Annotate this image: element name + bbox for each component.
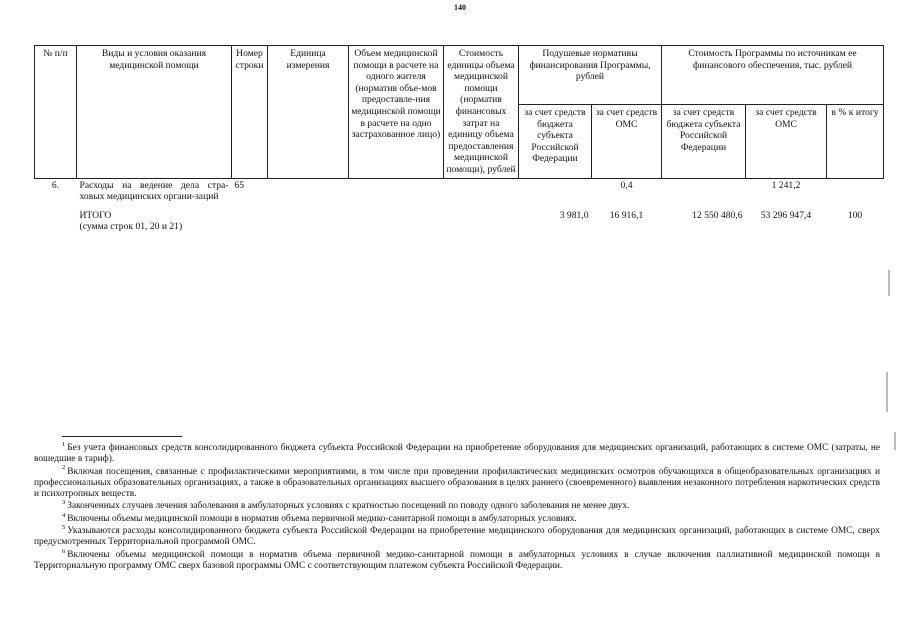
cell-prog-budget: 12 550 480,6: [692, 209, 743, 221]
col-header-prog-oms: за счет средств ОМС: [746, 105, 827, 179]
col-header-per-capita: Подушевые нормативы финансирования Программы, рублей: [519, 46, 662, 105]
footnote: [34, 440, 880, 466]
footnote-mark: 4: [62, 511, 66, 519]
footnote-text: Законченных случаев лечения заболевания в амбулаторных условиях с кратностью посещений по поводу одного заболевания не менее двух.: [67, 501, 630, 512]
program-cost-table: [34, 45, 884, 234]
cell-kind: Расходы на ведение дела стра-ховых медицинских органи-заций: [79, 179, 229, 203]
footnote: [34, 523, 880, 549]
cell-volume: [349, 204, 444, 234]
col-header-prog-percent: в % к итогу: [827, 105, 884, 179]
footnote-mark: 6: [62, 547, 66, 555]
cell-unit: [268, 204, 349, 234]
col-header-kind: Виды и условия оказания медицинской помощи: [77, 46, 232, 179]
footnote: [34, 547, 880, 573]
cell-row-number: 65: [234, 179, 245, 191]
cell-prog-percent: 100: [847, 209, 863, 221]
total-label-note: (сумма строк 01, 20 и 21): [79, 221, 183, 233]
cell-prog-percent: [827, 178, 884, 204]
footnote-text: Указываются расходы консолидированного бюджета субъекта Российской Федерации на приобретение медицинского оборудования для медицинских организаций, работающих в системе ОМС, сверх предусмотренных Территориальной программой ОМС.: [34, 526, 880, 548]
footnote-text: Без учета финансовых средств консолидированного бюджета субъекта Российской Федерации на приобретение оборудования для медицинских организаций, работающих в системе ОМС (затраты, не вошедшие в тариф).: [34, 443, 880, 465]
footnote-separator: [62, 436, 182, 437]
cell-prog-budget: [662, 178, 746, 204]
cell-unit-cost: [444, 178, 519, 204]
cell-unit: [268, 178, 349, 204]
footnote-mark: 2: [62, 464, 66, 472]
scan-artifact: [888, 270, 890, 296]
page-number: 140: [454, 3, 466, 12]
col-header-unit: Единица измерения: [268, 46, 349, 179]
footnotes: [34, 440, 880, 573]
col-header-prog-budget: за счет средств бюджета субъекта Российской Федерации: [662, 105, 746, 179]
col-header-pc-budget: за счет средств бюджета субъекта Российской Федерации: [519, 105, 592, 179]
cell-prog-oms: 53 296 947,4: [760, 209, 812, 221]
cell-num: [35, 204, 77, 234]
cell-volume: [349, 178, 444, 204]
cell-unit-cost: [444, 204, 519, 234]
footnote-mark: 3: [62, 499, 66, 507]
table-row-total: [35, 204, 884, 234]
scan-artifact: [894, 432, 896, 450]
col-header-program-cost: Стоимость Программы по источникам ее финансового обеспечения, тыс. рублей: [662, 46, 884, 105]
cell-pc-budget: [519, 178, 592, 204]
col-header-volume: Объем медицинской помощи в расчете на одного жителя (норматив объе-мов предоставле-ния медицинской помощи в расчете на одно застрахованное лицо): [349, 46, 444, 179]
total-label: ИТОГО: [79, 209, 112, 221]
footnote: [34, 501, 880, 512]
scan-artifact: [886, 372, 888, 412]
footnote-mark: 1: [62, 440, 66, 448]
cell-pc-oms: 16 916,1: [609, 209, 644, 221]
footnote-text: Включены объемы медицинской помощи в норматив объема первичной медико-санитарной помощи в амбулаторных условиях в случае включения паллиативной медицинской помощи в Территориальную программу ОМС сверх базовой программы ОМС с соответствующим платежом субъекта Российской Федерации.: [34, 549, 880, 571]
footnote: [34, 464, 880, 501]
col-header-unit-cost: Стоимость единицы объема медицинской помощи (норматив финансовых затрат на единицу объема предоставления медицинской помощи), рублей: [444, 46, 519, 179]
footnote-text: Включая посещения, связанные с профилактическими мероприятиями, в том числе при проведении профилактических медицинских осмотров обучающихся в общеобразовательных организациях и профессиональных образовательных организациях, а также в образовательных организациях высшего образования в целях раннего (своевременного) выявления незаконного потребления наркотических средств и психотропных веществ.: [34, 466, 880, 500]
cell-num: 6.: [51, 179, 60, 191]
footnote: [34, 511, 880, 525]
col-header-row-number: Номер строки: [232, 46, 268, 179]
col-header-pc-oms: за счет средств ОМС: [592, 105, 662, 179]
col-header-num: № п/п: [35, 46, 77, 179]
footnote-text: Включены объемы медицинской помощи в норматив объема первичной медико-санитарной помощи в амбулаторных условиях.: [67, 513, 577, 524]
table-row: [35, 178, 884, 204]
cell-row-number: [232, 204, 268, 234]
cell-kind: [77, 204, 232, 234]
cell-pc-budget: 3 981,0: [559, 209, 589, 221]
cell-pc-oms: 0,4: [620, 179, 633, 191]
cell-prog-oms: 1 241,2: [771, 179, 801, 191]
header-row-1: [35, 46, 884, 105]
footnote-mark: 5: [62, 523, 66, 531]
